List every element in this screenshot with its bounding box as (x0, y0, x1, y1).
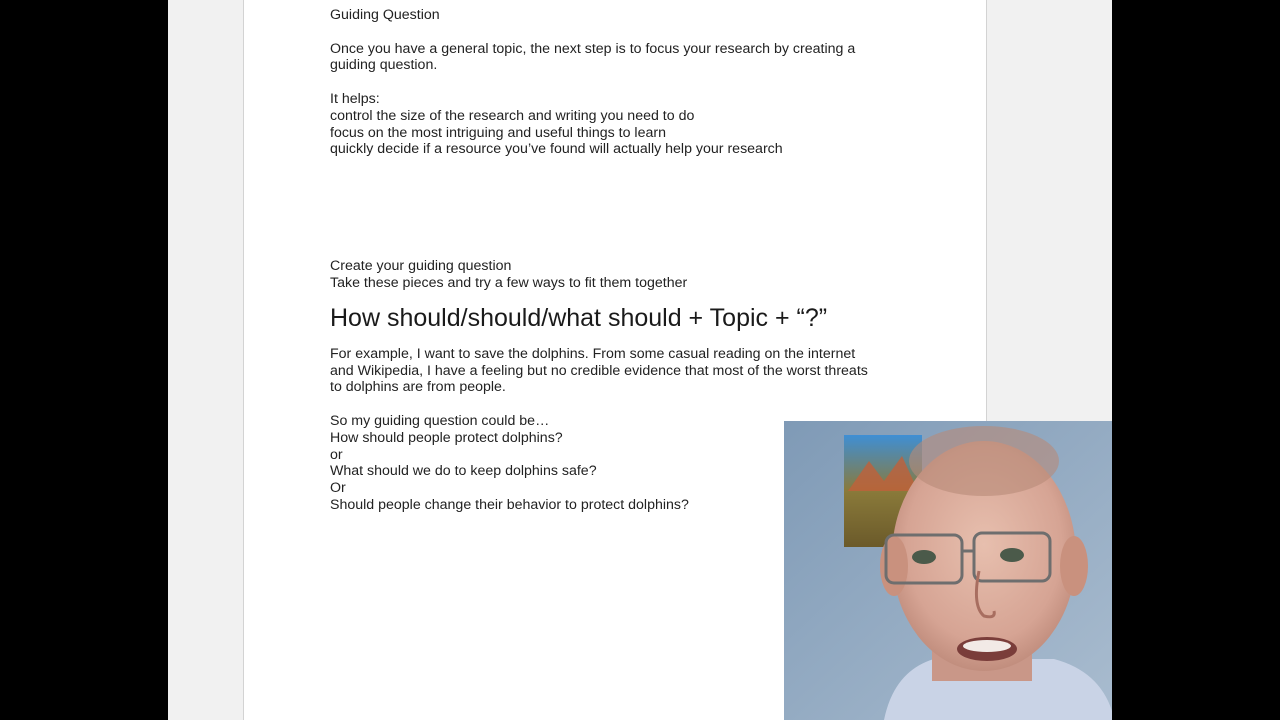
question-2: What should we do to keep dolphins safe? (330, 463, 597, 480)
webcam-overlay (784, 421, 1112, 720)
create-instruction: Take these pieces and try a few ways to fit them together (330, 274, 688, 291)
presenter-video-icon (784, 421, 1112, 720)
question-1: How should people protect dolphins? (330, 429, 563, 446)
example-line-2: and Wikipedia, I have a feeling but no credible evidence that most of the worst threats (330, 362, 868, 379)
question-3: Should people change their behavior to protect dolphins? (330, 496, 689, 513)
formula-part-1: How should/should/what should + (330, 303, 704, 332)
doc-title: Guiding Question (330, 7, 440, 23)
create-heading: Create your guiding question (330, 258, 512, 275)
helps-item: focus on the most intriguing and useful things to learn (330, 124, 666, 141)
helps-item: control the size of the research and writing you need to do (330, 107, 695, 124)
formula-part-2: Topic + “?” (709, 303, 828, 332)
helps-item: quickly decide if a resource you’ve found will actually help your research (330, 141, 783, 158)
example-line-3: to dolphins are from people. (330, 379, 506, 396)
intro-line-1: Once you have a general topic, the next step is to focus your research by creating a (330, 40, 856, 57)
so-line: So my guiding question could be… (330, 412, 550, 429)
example-line-1: For example, I want to save the dolphins. From some casual reading on the internet (330, 345, 856, 362)
formula-line (330, 303, 900, 333)
or-2: Or (330, 480, 346, 497)
intro-line-2: guiding question. (330, 57, 438, 74)
or-1: or (330, 446, 343, 463)
helps-label: It helps: (330, 90, 380, 107)
